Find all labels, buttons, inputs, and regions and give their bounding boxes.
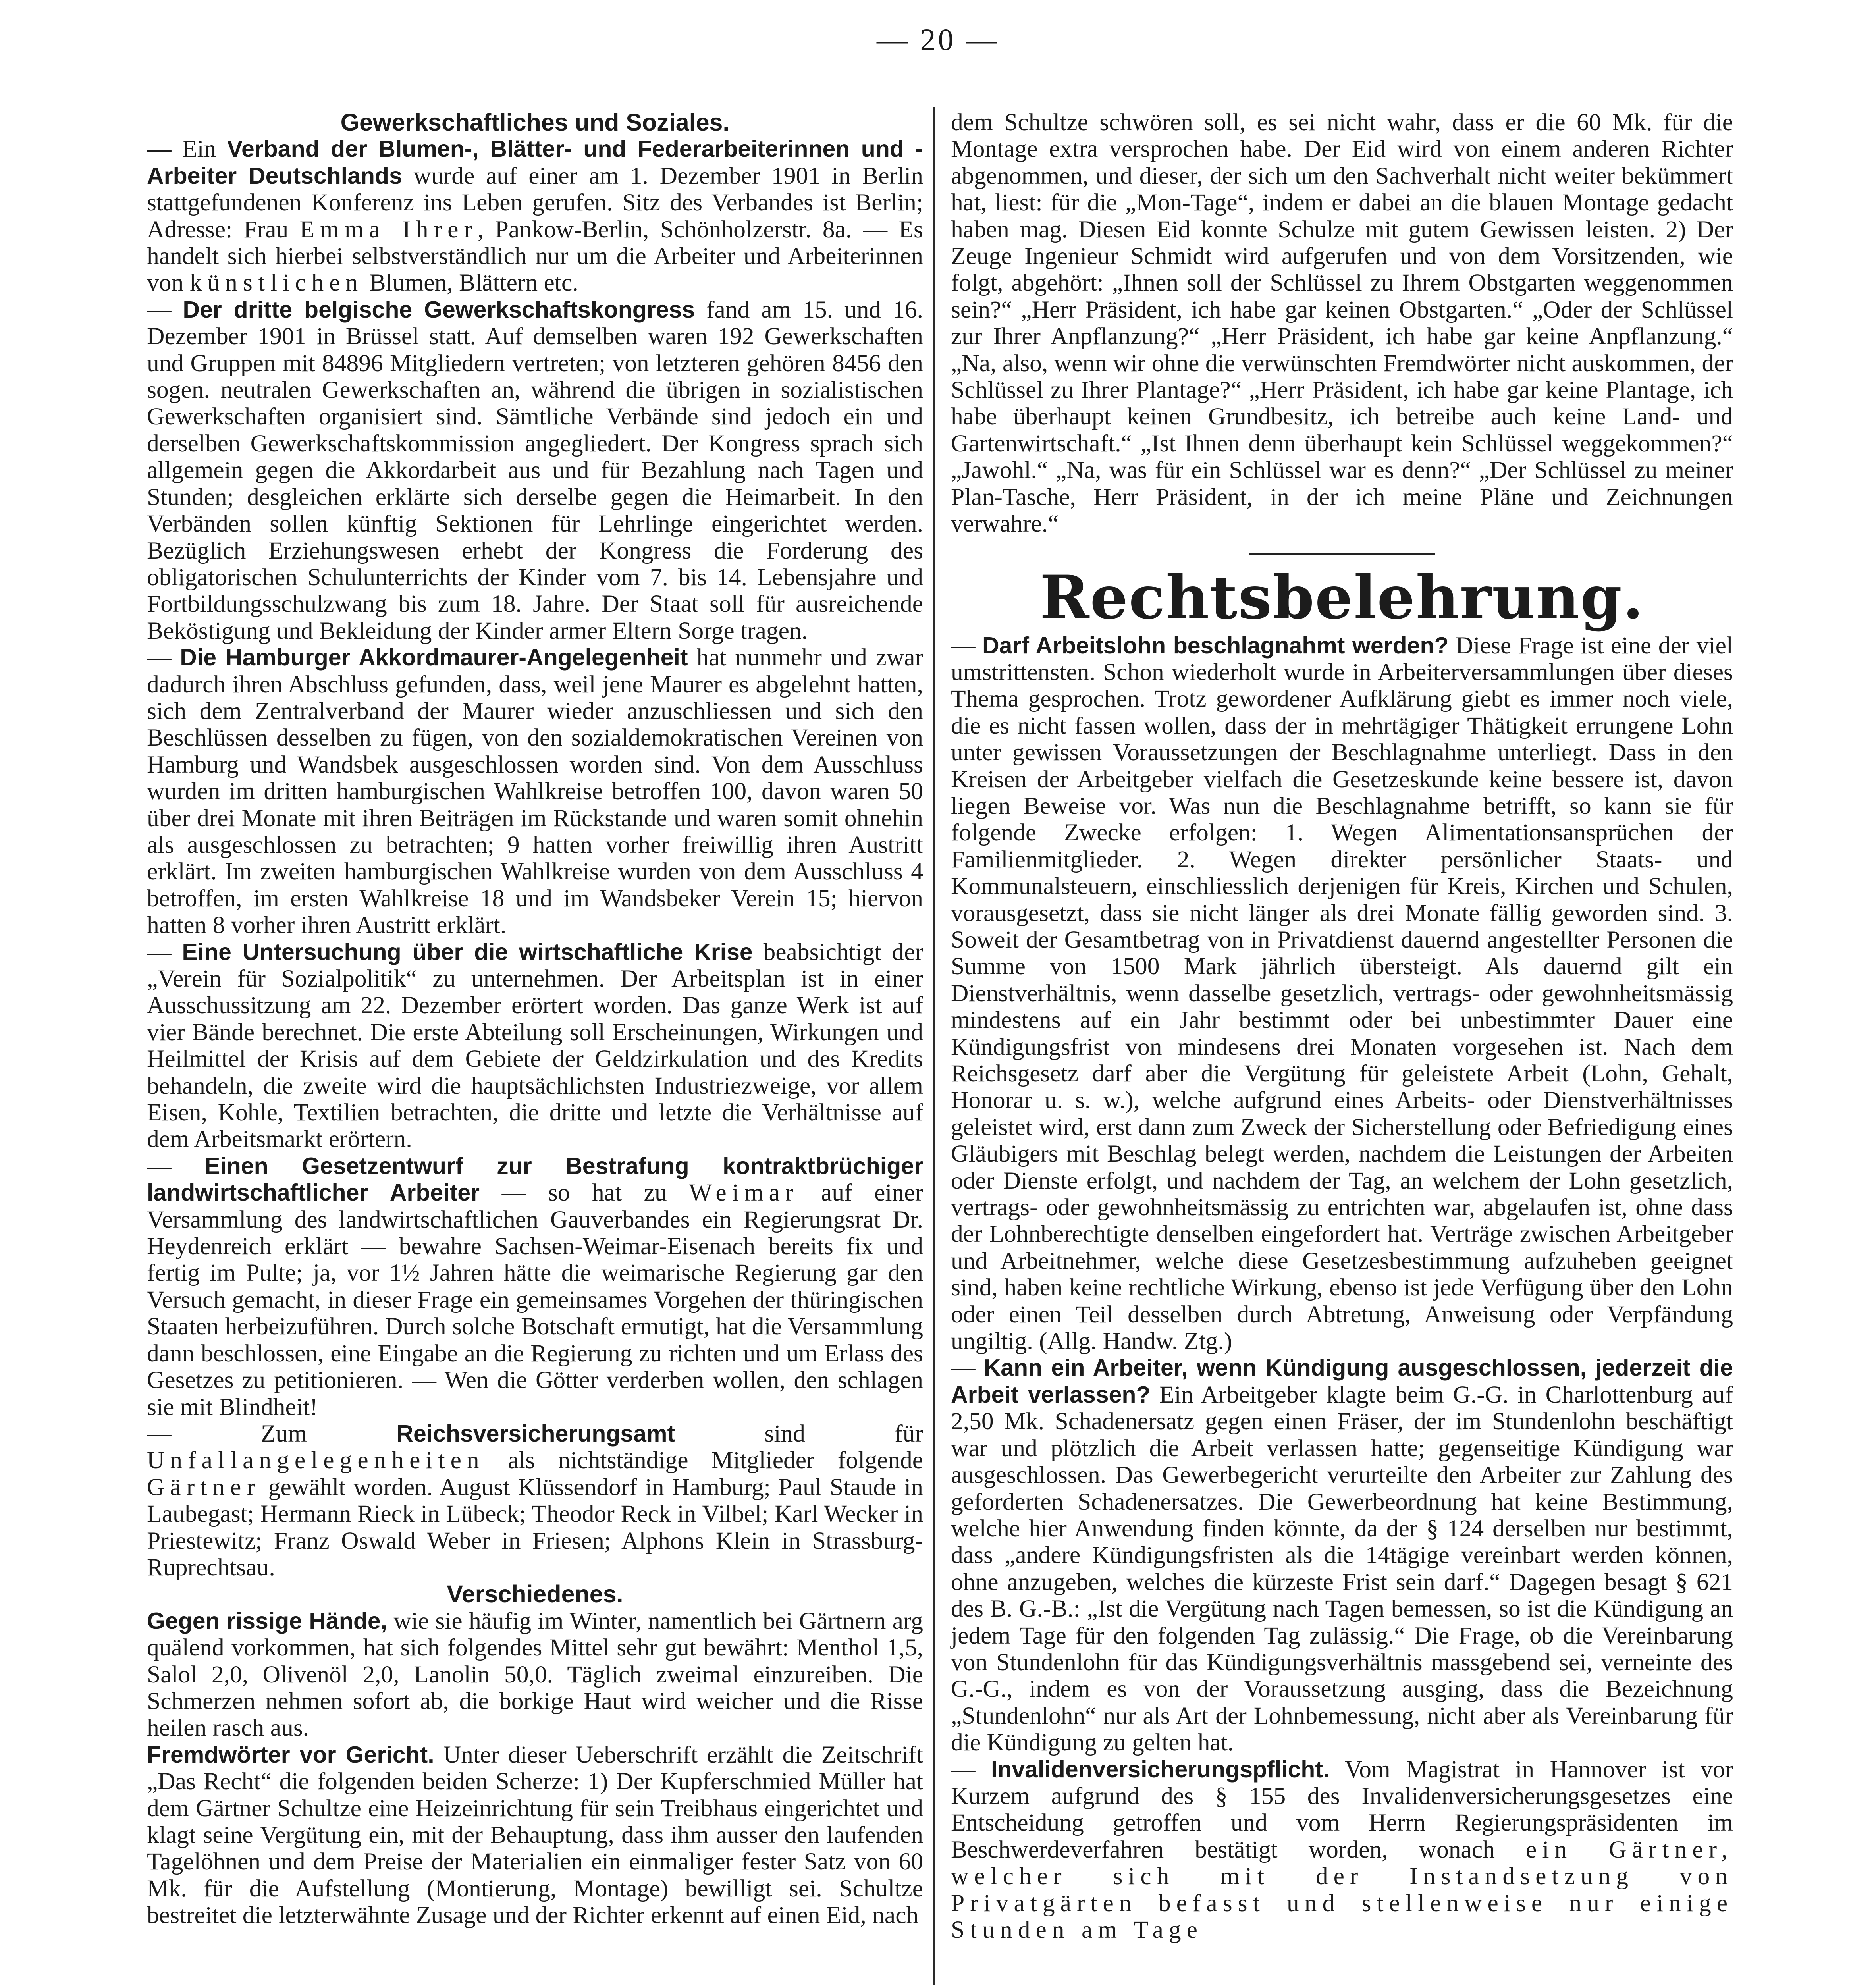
article-kuendigung: [951, 1355, 1733, 1756]
emphasis-spaced: künstlichen: [189, 269, 364, 297]
article-keyword: Der dritte belgische Gewerkschaftskongress: [183, 296, 695, 323]
emphasis-spaced: Unfallangelegenheiten: [147, 1447, 485, 1474]
article-keyword: Darf Arbeitslohn beschlagnahmt werden?: [982, 632, 1449, 659]
article-text: , Pankow-Berlin, Schönholzerstr. 8a. — Es handelt sich hierbei selbstverständlich nur um die Arbeiter und Arbeiterinnen von: [147, 216, 923, 297]
section-heading-verschiedenes: Verschiedenes.: [447, 1580, 623, 1608]
article-text: sind für: [764, 1420, 924, 1447]
emphasis-spaced: Gärtner: [147, 1473, 260, 1501]
article-keyword: Eine Untersuchung über die wirtschaftliche Krise: [182, 939, 753, 965]
article-text: als nichtständige Mitglieder folgende: [508, 1447, 924, 1474]
article-text: hat nunmehr und zwar dadurch ihren Abschluss gefunden, dass, weil jene Maurer es abgelehnt hatten, sich dem Zentralverband der Maurer wieder anzuschliessen und sich den Beschlüssen desselben zu fügen, von den sozialdemokratischen Vereinen von Hamburg und Wandsbek ausgeschlossen worden sind. Von dem Ausschluss wurden im dritten hamburgischen Wahlkreise betroffen 100, davon waren 50 über drei Monate mit ihren Beiträgen im Rückstande und waren somit ohnehin als ausgeschlossen zu betrachten; 9 hatten vorher freiwillig ihren Austritt erklärt. Im zweiten hamburgischen Wahlkreise wurden von dem Ausschluss 4 betroffen, im ersten Wahlkreise 18 und im Wandsbeker Verein 15; hiervon hatten 8 vorher ihren Austritt erklärt.: [147, 644, 924, 939]
article-lead: —: [951, 1756, 976, 1783]
article-text: Blumen, Blättern etc.: [369, 269, 578, 297]
article-keyword: Gegen rissige Hände,: [147, 1607, 388, 1634]
article-text: wurde auf einer am 1. Dezember 1901 in Berlin stattgefundenen Konferenz ins Leben gerufen. Sitz des Verbandes ist Berlin; Adresse: Frau: [147, 162, 924, 243]
article-blumenarbeiter-verband: [147, 136, 923, 296]
section-heading-rechtsbelehrung: Rechtsbelehrung.: [1039, 562, 1645, 632]
emphasis-spaced: ein Gärtner, welcher sich mit der Instandsetzung von Privatgärten befasst und stellenweise nur einige Stunden am Tage: [951, 1836, 1733, 1943]
article-lead: —: [147, 644, 172, 671]
article-lead: —: [951, 632, 976, 659]
article-keyword: Die Hamburger Akkordmaurer-Angelegenheit: [180, 644, 688, 671]
article-invalidenversicherung: [951, 1756, 1733, 1944]
article-lead: — Ein: [147, 135, 216, 163]
article-lead: —: [147, 296, 172, 323]
section-heading-gewerkschaftliches: Gewerkschaftliches und Soziales.: [340, 109, 730, 136]
article-lead: —: [951, 1354, 976, 1382]
right-column: [951, 109, 1733, 1943]
article-fremdwoerter-continued: dem Schultze schwören soll, es sei nicht wahr, dass er die 60 Mk. für die Montage extra versprochen habe. Der Eid wird von einem anderen Richter abgenommen, und dieser, der sich um den Sachverhalt nicht weiter bekümmert hat, liest: für die „Mon-Tage“, indem er dabei an die blauen Montage gedacht haben mag. Diesen Eid konnte Schulze mit gutem Gewissen leisten. 2) Der Zeuge Ingenieur Schmidt wird aufgerufen und von dem Vorsitzenden, wie folgt, abgehört: „Ihnen soll der Schlüssel zu Ihrem Obstgarten weggenommen sein?“ „Herr Präsident, ich habe gar keinen Obstgarten.“ „Oder der Schlüssel zur Ihrer Anpflanzung?“ „Herr Präsident, ich habe gar keine Anpflanzung.“ „Na, also, wenn wir ohne die verwünschten Fremdwörter nicht auskommen, der Schlüssel zu Ihrer Plantage?“ „Herr Präsident, ich habe gar keine Plantage, ich habe überhaupt keinen Grundbesitz, ich betreibe auch keine Land- und Gartenwirtschaft.“ „Ist Ihnen denn überhaupt kein Schlüssel weggekommen?“ „Jawohl.“ „Na, was für ein Schlüssel war es denn?“ „Der Schlüssel zu meiner Plan-Tasche, Herr Präsident, in der ich meine Pläne und Zeichnungen verwahre.“: [951, 109, 1733, 538]
article-rissige-haende: [147, 1608, 923, 1742]
article-text: Vom Magistrat in Hannover ist vor Kurzem aufgrund des § 155 des Invalidenversicherungsgesetzes eine Entscheidung getroffen und vom Herrn Regierungspräsidenten im Beschwerdeverfahren bestätigt worden, wonach: [951, 1756, 1733, 1863]
article-hamburger-akkordmaurer: [147, 644, 923, 939]
article-text: auf einer Versammlung des landwirtschaftlichen Gauverbandes ein Regierungsrat Dr. Heydenreich erklärt — bewahre Sachsen-Weimar-Eisenach bereits fix und fertig im Pulte; ja, vor 1½ Jahren hätte die weimarische Regierung gar den Versuch gemacht, in dieser Frage ein gemeinsames Vorgehen der thüringischen Staaten herbeizuführen. Durch solche Botschaft ermutigt, hat die Versammlung dann beschlossen, eine Eingabe an die Regierung zu richten und um Erlass des Gesetzes zu petitionieren. — Wen die Götter verderben wollen, den schlagen sie mit Blindheit!: [147, 1179, 924, 1420]
article-keyword: Fremdwörter vor Gericht.: [147, 1741, 434, 1768]
article-wirtschaftliche-krise: [147, 939, 923, 1153]
article-text: beabsichtigt der „Verein für Sozialpolitik“ zu unternehmen. Der Arbeitsplan ist in einer Ausschussitzung am 22. Dezember erörtert worden. Das ganze Werk ist auf vier Bände berechnet. Die erste Abteilung soll Erscheinungen, Wirkungen und Heilmittel der Krisis auf dem Gebiete der Geldzirkulation und des Kredits behandeln, die zweite wird die hauptsächlichsten Industriezweige, vor allem Eisen, Kohle, Textilien betrachten, die dritte und letzte die Verhältnisse auf dem Arbeitsmarkt erörtern.: [147, 938, 924, 1153]
article-keyword: Reichsversicherungsamt: [396, 1420, 675, 1447]
article-text: wie sie häufig im Winter, namentlich bei Gärtnern arg quälend vorkommen, hat sich folgendes Mittel sehr gut bewährt: Menthol 1,5, Salol 2,0, Olivenöl 2,0, Lanolin 50,0. Täglich zweimal einzureiben. Die Schmerzen nehmen sofort ab, die borkige Haut wird weicher und die Risse heilen rasch aus.: [147, 1607, 924, 1742]
column-divider: [933, 107, 935, 1985]
article-keyword: Einen Gesetzentwurf zur Bestrafung kontraktbrüchiger landwirtschaftlicher Arbeiter: [147, 1152, 924, 1206]
article-lead: —: [147, 938, 172, 966]
article-lead: — Zum: [147, 1420, 307, 1447]
article-arbeitslohn-beschlagnahme: [951, 632, 1733, 1355]
person-name-spaced: Emma Ihrer: [299, 216, 478, 243]
article-keyword: Invalidenversicherungspflicht.: [991, 1756, 1330, 1783]
article-text: — so hat zu: [501, 1179, 667, 1206]
article-belgischer-kongress: [147, 297, 923, 644]
article-text: Unter dieser Ueberschrift erzählt die Zeitschrift „Das Recht“ die folgenden beiden Scherze: 1) Der Kupferschmied Müller hat dem Gärtner Schultze eine Heizeinrichtung für sein Treibhaus eingerichtet und klagt seine Vergütung ein, mit der Behauptung, dass ihm ausser den laufenden Tagelöhnen und dem Preise der Materialien ein einmaliger fester Satz von 60 Mk. für die Aufstellung (Montierung, Montage) bewilligt sei. Schultze bestreitet die letzterwähnte Zusage und der Richter erkennt auf einen Eid, nach: [147, 1741, 924, 1929]
article-keyword: Verband der Blumen-, Blätter- und Federarbeiterinnen und -Arbeiter Deutschlands: [147, 136, 924, 189]
article-fremdwoerter: [147, 1742, 923, 1929]
left-column: [147, 109, 923, 1929]
article-lead: —: [147, 1152, 172, 1179]
article-text: gewählt worden. August Klüssendorf in Hamburg; Paul Staude in Laubegast; Hermann Rieck in Lübeck; Theodor Reck in Vilbel; Karl Wecker in Priestewitz; Franz Oswald Weber in Friesen; Alphons Klein in Strassburg-Ruprechtsau.: [147, 1473, 923, 1581]
article-text: fand am 15. und 16. Dezember 1901 in Brüssel statt. Auf demselben waren 192 Gewerkschaften und Gruppen mit 84896 Mitgliedern vertreten; von letzteren gehören 8456 den sogen. neutralen Gewerkschaften an, während die übrigen in sozialistischen Gewerkschaften organisiert sind. Sämtliche Verbände sind jedoch ein und derselben Gewerkschaftskommission angegliedert. Der Kongress sprach sich allgemein gegen die Akkordarbeit aus und für Bezahlung nach Tagen und Stunden; desgleichen erklärte sich derselbe gegen die Heimarbeit. In den Verbänden sollen künftig Sektionen für Lehrlinge eingerichtet werden. Bezüglich Erziehungswesen erhebt der Kongress die Forderung des obligatorischen Schulunterrichts der Kinder vom 7. bis 14. Lebensjahre und Fortbildungsschulzwang bis zum 18. Jahre. Der Staat soll für ausreichende Beköstigung und Bekleidung der Kinder armer Eltern Sorge tragen.: [147, 296, 923, 644]
page-number: — 20 —: [877, 22, 999, 57]
section-separator: [1249, 553, 1435, 555]
article-keyword: Kann ein Arbeiter, wenn Kündigung ausgeschlossen, jederzeit die Arbeit verlassen?: [951, 1355, 1733, 1408]
article-gesetzentwurf: [147, 1153, 923, 1420]
emphasis-spaced: Weimar: [689, 1179, 799, 1206]
article-text: Diese Frage ist eine der viel umstrittensten. Schon wiederholt wurde in Arbeiterversammlungen über dieses Thema gesprochen. Trotz gewordener Aufklärung giebt es immer noch viele, die es nicht fassen wollen, dass der in mehrtägiger Thätigkeit errungene Lohn unter gewissen Voraussetzungen der Beschlagnahme unterliegt. Dass in den Kreisen der Arbeitgeber vielfach die Gesetzeskunde keine bessere ist, davon liegen Beweise vor. Was nun die Beschlagnahme betrifft, so kann sie für folgende Zwecke erfolgen: 1. Wegen Alimentationsansprüchen der Familienmitglieder. 2. Wegen direkter persönlicher Staats- und Kommunalsteuern, einschliesslich derjenigen für Kreis, Kirchen und Schulen, vorausgesetzt, dass sie nicht länger als drei Monate fällig geworden sind. 3. Soweit der Gesamtbetrag von in Privatdienst dauernd angestellter Personen die Summe von 1500 Mark jährlich übersteigt. Als dauernd gilt ein Dienstverhältnis, wenn dasselbe gesetzlich, vertrags- oder gewohnheitsmässig mindestens auf ein Jahr bestimmt oder bei unbestimmter Dauer eine Kündigungsfrist von mindesens drei Monaten vorgesehen ist. Nach dem Reichsgesetz darf aber die Vergütung für geleistete Arbeit (Lohn, Gehalt, Honorar u. s. w.), welche aufgrund eines Arbeits- oder Dienstverhältnisses geleistet wird, erst dann zum Zweck der Sicherstellung oder Befriedigung eines Gläubigers mit Beschlag belegt werden, nachdem die Leistungen der Arbeiten oder Dienste erfolgt, und nachdem der Tag, an welchem der Lohn gesetzlich, vertrags- oder gewohnheitsmässig zu entrichten war, abgelaufen ist, ohne dass der Lohnberechtigte denselben eingefordert hat. Verträge zwischen Arbeitgeber und Arbeitnehmer, welche diese Gesetzesbestimmung aufzuheben geeignet sind, haben keine rechtliche Wirkung, ebenso ist jede Verfügung über den Lohn oder einen Teil desselben durch Abtretung, Anweisung oder Verpfändung ungiltig. (Allg. Handw. Ztg.): [951, 632, 1733, 1355]
article-reichsversicherungsamt: [147, 1420, 923, 1581]
article-text: Ein Arbeitgeber klagte beim G.-G. in Charlottenburg auf 2,50 Mk. Schadenersatz gegen einen Fräser, der im Stundenlohn beschäftigt war und plötzlich die Arbeit verlassen hatte; gegenseitige Kündigung war ausgeschlossen. Das Gewerbegericht verurteilte den Arbeiter zur Zahlung des geforderten Schadenersatzes. Die Gewerbeordnung hat keine Bestimmung, welche hier Anwendung finden könnte, da der § 124 derselben nur bestimmt, dass „andere Kündigungsfristen als die 14tägige vereinbart werden können, ohne anzugeben, welches die kürzeste Frist sein darf.“ Dagegen besagt § 621 des B. G.-B.: „Ist die Vergütung nach Tagen bemessen, so ist die Kündigung an jedem Tage für den folgenden Tag zulässig.“ Die Frage, ob die Vereinbarung von Stundenlohn für das Kündigungsverhältnis massgebend sei, verneinte des G.-G., indem es von der Voraussetzung ausging, dass die Bezeichnung „Stundenlohn“ nur als Art der Lohnbemessung, nicht aber als Vereinbarung für die Kündigung zu gelten hat.: [951, 1381, 1733, 1756]
